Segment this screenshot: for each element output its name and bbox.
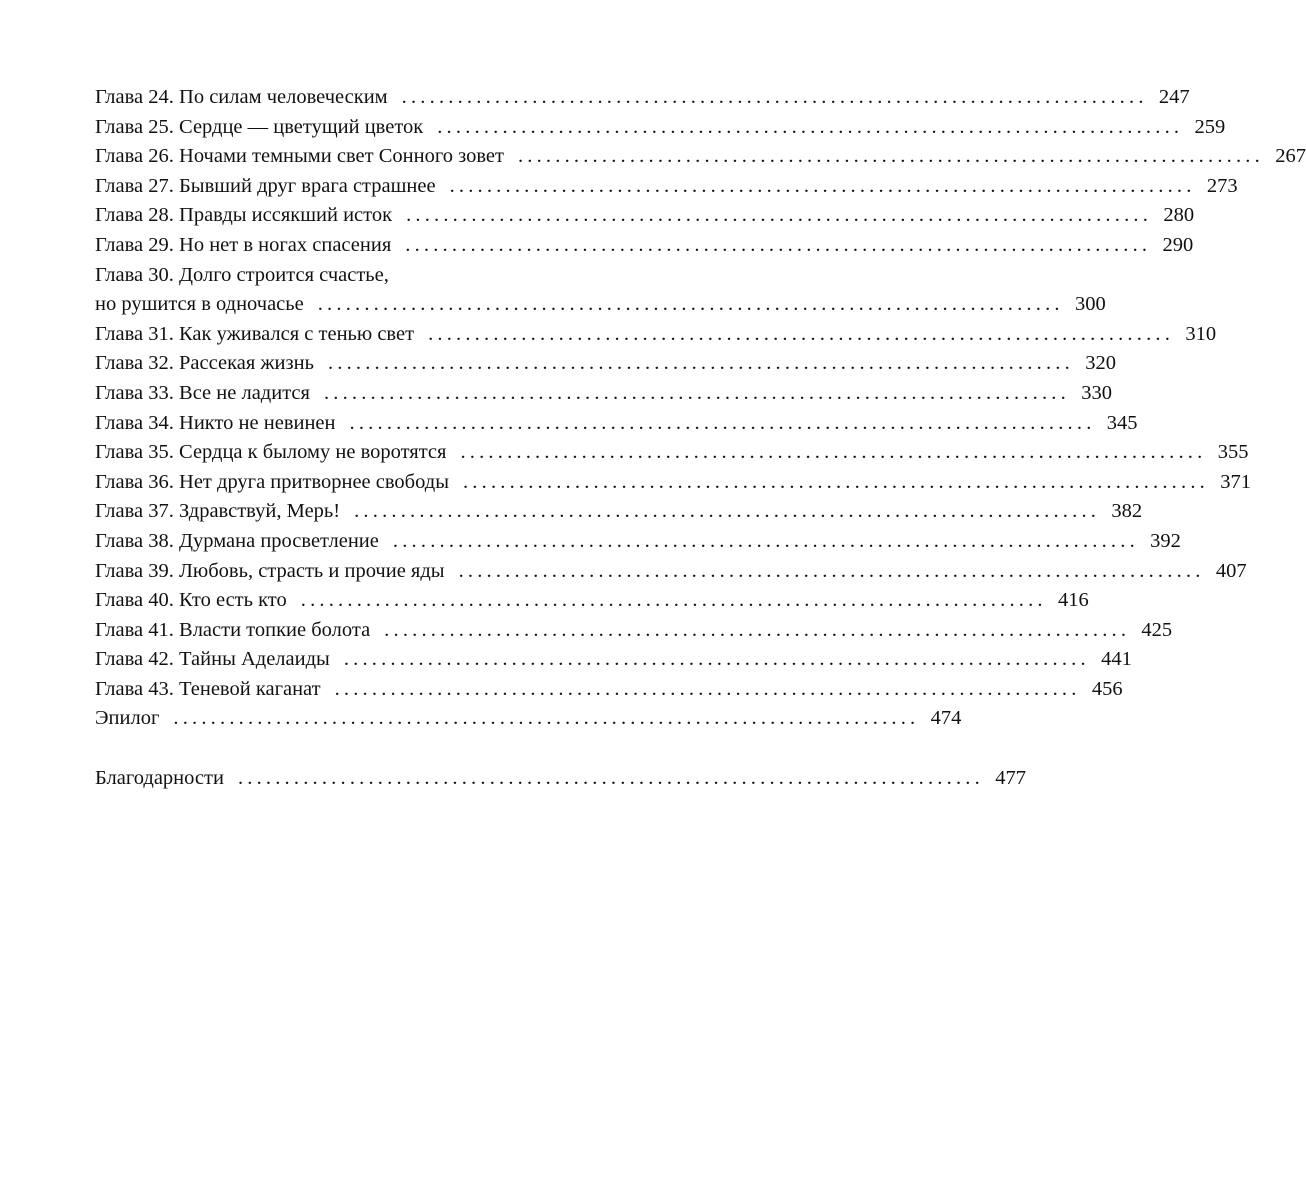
dot-leader: ................................................................................ xyxy=(323,381,1070,404)
toc-entry-page: 371 xyxy=(1220,470,1251,493)
dot-leader: ................................................................................ xyxy=(317,293,1064,316)
toc-entry-title: Глава 35. Сердца к былому не воротятся xyxy=(95,441,447,464)
dot-leader: ................................................................................ xyxy=(458,559,1205,582)
toc-entry-title: Глава 37. Здравствуй, Мерь! xyxy=(95,500,341,523)
dot-leader: ................................................................................ xyxy=(392,529,1139,552)
dot-leader: ................................................................................ xyxy=(517,145,1264,168)
toc-entry-page: 441 xyxy=(1101,648,1132,671)
toc-entry-title: Глава 30. Долго строится счастье, xyxy=(95,263,389,286)
toc-entry-32[interactable] xyxy=(95,349,1116,379)
dot-leader: ................................................................................ xyxy=(462,470,1209,493)
toc-entry-title: Глава 42. Тайны Аделаиды xyxy=(95,648,330,671)
toc-entry-page: 416 xyxy=(1058,589,1089,612)
toc-entry-title: Глава 24. По силам человеческим xyxy=(95,86,388,108)
toc-entry-35[interactable] xyxy=(95,438,1249,468)
dot-leader: ................................................................................ xyxy=(237,766,984,789)
dot-leader: ................................................................................ xyxy=(405,233,1152,256)
dot-leader: ................................................................................ xyxy=(327,352,1074,375)
toc-entry-page: 300 xyxy=(1074,293,1106,316)
toc-entry-25[interactable] xyxy=(95,113,1226,143)
toc-entry-42[interactable] xyxy=(95,645,1132,675)
toc-entry-page: 407 xyxy=(1215,559,1247,582)
dot-leader: ................................................................................ xyxy=(406,204,1153,227)
toc-entry-title: Эпилог xyxy=(95,707,160,730)
toc-entry-title: Глава 33. Все не ладится xyxy=(95,381,310,404)
toc-entry-title: Глава 27. Бывший друг врага страшнее xyxy=(95,174,436,197)
toc-entry-page: 330 xyxy=(1081,381,1112,404)
toc-entry-title: Глава 43. Теневой каганат xyxy=(95,677,321,700)
toc-entry-page: 474 xyxy=(930,707,962,730)
toc-entry-39[interactable] xyxy=(95,557,1247,587)
dot-leader: ................................................................................ xyxy=(173,707,920,730)
toc-entry-acknowledgements[interactable] xyxy=(95,764,1026,794)
toc-entry-page: 355 xyxy=(1217,441,1249,464)
toc-entry-page: 320 xyxy=(1085,352,1116,375)
toc-entry-28[interactable] xyxy=(95,201,1195,231)
toc-entry-page: 280 xyxy=(1163,204,1195,227)
toc-entry-title: Глава 29. Но нет в ногах спасения xyxy=(95,233,392,256)
toc-entry-30[interactable] xyxy=(95,290,1106,320)
toc-entry-33[interactable] xyxy=(95,379,1112,409)
toc-entry-page: 392 xyxy=(1150,529,1181,552)
dot-leader: ................................................................................ xyxy=(343,648,1090,671)
toc-entry-30-line1[interactable] xyxy=(95,261,648,291)
toc-entry-title: Глава 41. Власти топкие болота xyxy=(95,618,371,641)
dot-leader: ................................................................................ xyxy=(300,589,1047,612)
table-of-contents xyxy=(95,83,1306,793)
toc-entry-31[interactable] xyxy=(95,320,1217,350)
toc-entry-page: 345 xyxy=(1106,411,1138,434)
dot-leader: ................................................................................ xyxy=(428,322,1175,345)
toc-entry-title: Глава 31. Как уживался с тенью свет xyxy=(95,322,415,345)
dot-leader: ................................................................................ xyxy=(384,618,1131,641)
toc-entry-title: Глава 34. Никто не невинен xyxy=(95,411,336,434)
toc-entry-page: 456 xyxy=(1091,677,1123,700)
toc-entry-page: 290 xyxy=(1162,233,1194,256)
toc-entry-title: Глава 28. Правды иссякший исток xyxy=(95,204,393,227)
dot-leader: ................................................................................ xyxy=(437,115,1184,138)
toc-entry-page: 267 xyxy=(1275,145,1306,168)
toc-entry-title: Глава 40. Кто есть кто xyxy=(95,589,287,612)
dot-leader: ................................................................................ xyxy=(449,174,1196,197)
toc-entry-41[interactable] xyxy=(95,616,1173,646)
toc-entry-26[interactable] xyxy=(95,142,1306,172)
toc-entry-page: 382 xyxy=(1111,500,1143,523)
toc-entry-36[interactable] xyxy=(95,468,1251,498)
toc-entry-title: Благодарности xyxy=(95,766,224,789)
toc-entry-43[interactable] xyxy=(95,675,1123,705)
toc-entry-title: Глава 26. Ночами темными свет Сонного зовет xyxy=(95,145,504,168)
toc-entry-title: Глава 36. Нет друга притворнее свободы xyxy=(95,470,449,493)
toc-entry-page: 425 xyxy=(1141,618,1173,641)
dot-leader: ................................................................................ xyxy=(349,411,1096,434)
section-spacer xyxy=(95,734,648,764)
toc-entry-37[interactable] xyxy=(95,497,1143,527)
dot-leader: ................................................................................ xyxy=(354,500,1101,523)
dot-leader: ................................................................................ xyxy=(460,441,1207,464)
toc-entry-title: но рушится в одночасье xyxy=(95,293,304,316)
toc-entry-title: Глава 39. Любовь, страсть и прочие яды xyxy=(95,559,445,582)
toc-entry-page: 247 xyxy=(1158,86,1190,108)
toc-entry-page: 477 xyxy=(995,766,1026,789)
toc-entry-40[interactable] xyxy=(95,586,1089,616)
toc-entry-38[interactable] xyxy=(95,527,1181,557)
dot-leader: ................................................................................ xyxy=(401,86,1148,108)
toc-entry-title: Глава 32. Рассекая жизнь xyxy=(95,352,314,375)
toc-entry-page: 273 xyxy=(1206,174,1238,197)
toc-entry-title: Глава 38. Дурмана просветление xyxy=(95,529,379,552)
toc-entry-epilogue[interactable] xyxy=(95,704,962,734)
toc-entry-34[interactable] xyxy=(95,409,1138,439)
toc-entry-24[interactable] xyxy=(95,83,1190,113)
toc-entry-page: 259 xyxy=(1194,115,1226,138)
toc-entry-27[interactable] xyxy=(95,172,1238,202)
toc-entry-title: Глава 25. Сердце — цветущий цветок xyxy=(95,115,424,138)
toc-entry-page: 310 xyxy=(1185,322,1217,345)
dot-leader: ................................................................................ xyxy=(334,677,1081,700)
toc-entry-29[interactable] xyxy=(95,231,1194,261)
